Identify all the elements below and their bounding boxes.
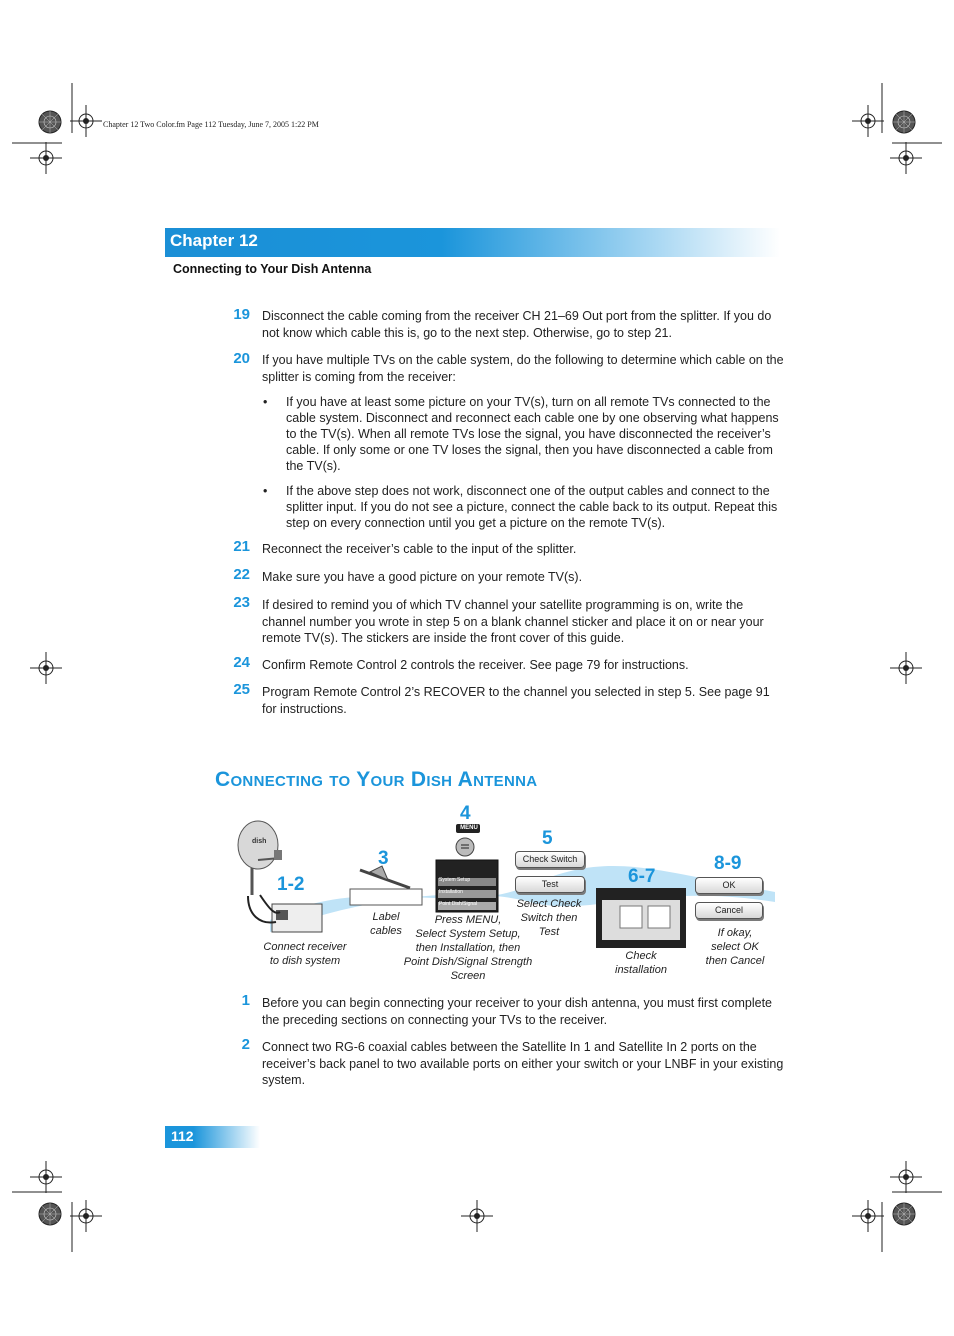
chapter-title: Chapter 12 xyxy=(170,231,258,250)
print-header: Chapter 12 Two Color.fm Page 112 Tuesday, June 7, 2005 1:22 PM xyxy=(103,120,319,129)
section-subtitle: Connecting to Your Dish Antenna xyxy=(173,262,372,276)
step-number: 24 xyxy=(233,654,250,671)
bullet-marker: • xyxy=(263,484,268,498)
caption-press-menu: Press MENU, Select System Setup, then Installation, then Point Dish/Signal Strength Screen xyxy=(403,914,533,982)
figure-step-number: 8-9 xyxy=(714,853,742,874)
ok-button[interactable]: OK xyxy=(695,877,763,894)
step-number: 21 xyxy=(233,538,250,555)
menu-item: System Setup xyxy=(439,877,471,883)
caption-check-installation: Check installation xyxy=(615,950,667,976)
step-text: Disconnect the cable coming from the receiver CH 21–69 Out port from the splitter. If you do not know which cable this is, go to the next step. Otherwise, go to step 21. xyxy=(262,309,772,340)
figure-step-number: 5 xyxy=(542,828,553,849)
step-text: Before you can begin connecting your receiver to your dish antenna, you must first complete the preceding sections on connecting your TVs to the receiver. xyxy=(262,996,773,1027)
menu-key-label: MENU xyxy=(460,825,478,831)
caption-select-check: Select Check Switch then Test xyxy=(516,898,582,938)
figure-step-number: 6-7 xyxy=(628,866,656,887)
bullet-text: If the above step does not work, disconnect one of the output cables and connect to the splitter input. If you do not see a picture, connect the cable back to its output. Repeat this step on every connection until you get a picture on the remote TV(s). xyxy=(286,484,778,530)
step-number: 23 xyxy=(233,594,250,611)
step-text: If you have multiple TVs on the cable system, do the following to determine which cable on the splitter is coming from the receiver: xyxy=(262,353,784,384)
step-text: Confirm Remote Control 2 controls the receiver. See page 79 for instructions. xyxy=(262,658,689,672)
connection-figure xyxy=(230,800,790,985)
menu-item: Installation xyxy=(439,889,463,895)
dish-logo: dish xyxy=(252,838,267,845)
test-button[interactable]: Test xyxy=(515,876,585,893)
figure-step-number: 3 xyxy=(378,848,389,869)
step-number: 2 xyxy=(241,1036,250,1053)
page-number: 112 xyxy=(171,1128,194,1144)
step-text: Make sure you have a good picture on your remote TV(s). xyxy=(262,570,583,584)
check-switch-button[interactable]: Check Switch xyxy=(515,851,585,868)
step-number: 22 xyxy=(233,566,250,583)
dish-antenna-icon xyxy=(238,821,278,869)
caption-label: Label cables xyxy=(370,911,402,937)
step-number: 1 xyxy=(241,992,250,1009)
figure-step-number: 1-2 xyxy=(277,874,305,895)
step-number: 25 xyxy=(233,681,250,698)
step-number: 20 xyxy=(233,350,250,367)
step-number: 19 xyxy=(233,306,250,323)
step-text: Program Remote Control 2’s RECOVER to the channel you selected in step 5. See page 91 for instructions. xyxy=(262,685,770,716)
menu-button-icon xyxy=(456,838,474,856)
step-text: Reconnect the receiver’s cable to the input of the splitter. xyxy=(262,542,577,556)
figure-step-number: 4 xyxy=(460,803,471,824)
bullet-text: If you have at least some picture on your TV(s), turn on all remote TVs connected to the cable system. Disconnect and reconnect each cable one by one observing what happens to the TV(s). When all remote TVs lose the signal, you have disconnected the receiver’s cable. If only some or one TV loses the signal, then you have disconnected a cable from the TV(s). xyxy=(286,395,779,473)
bullet-marker: • xyxy=(263,395,268,409)
section-heading: Connecting to Your Dish Antenna xyxy=(215,768,538,791)
caption-if-okay: If okay, select OK then Cancel xyxy=(705,927,765,967)
cancel-button[interactable]: Cancel xyxy=(695,902,763,919)
cable-label-icon xyxy=(350,889,422,905)
step-text: If desired to remind you of which TV channel your satellite programming is on, write the channel number you wrote in step 5 on a blank channel sticker and place it on or near your remote TV(s). The stickers are inside the front cover of this guide. xyxy=(262,598,764,645)
step-text: Connect two RG-6 coaxial cables between the Satellite In 1 and Satellite In 2 ports on the receiver’s back panel to two available ports on either your switch or your LNBF in your existing system. xyxy=(262,1040,784,1087)
caption-connect: Connect receiver to dish system xyxy=(263,941,347,967)
menu-item: Point Dish/Signal xyxy=(439,901,478,907)
